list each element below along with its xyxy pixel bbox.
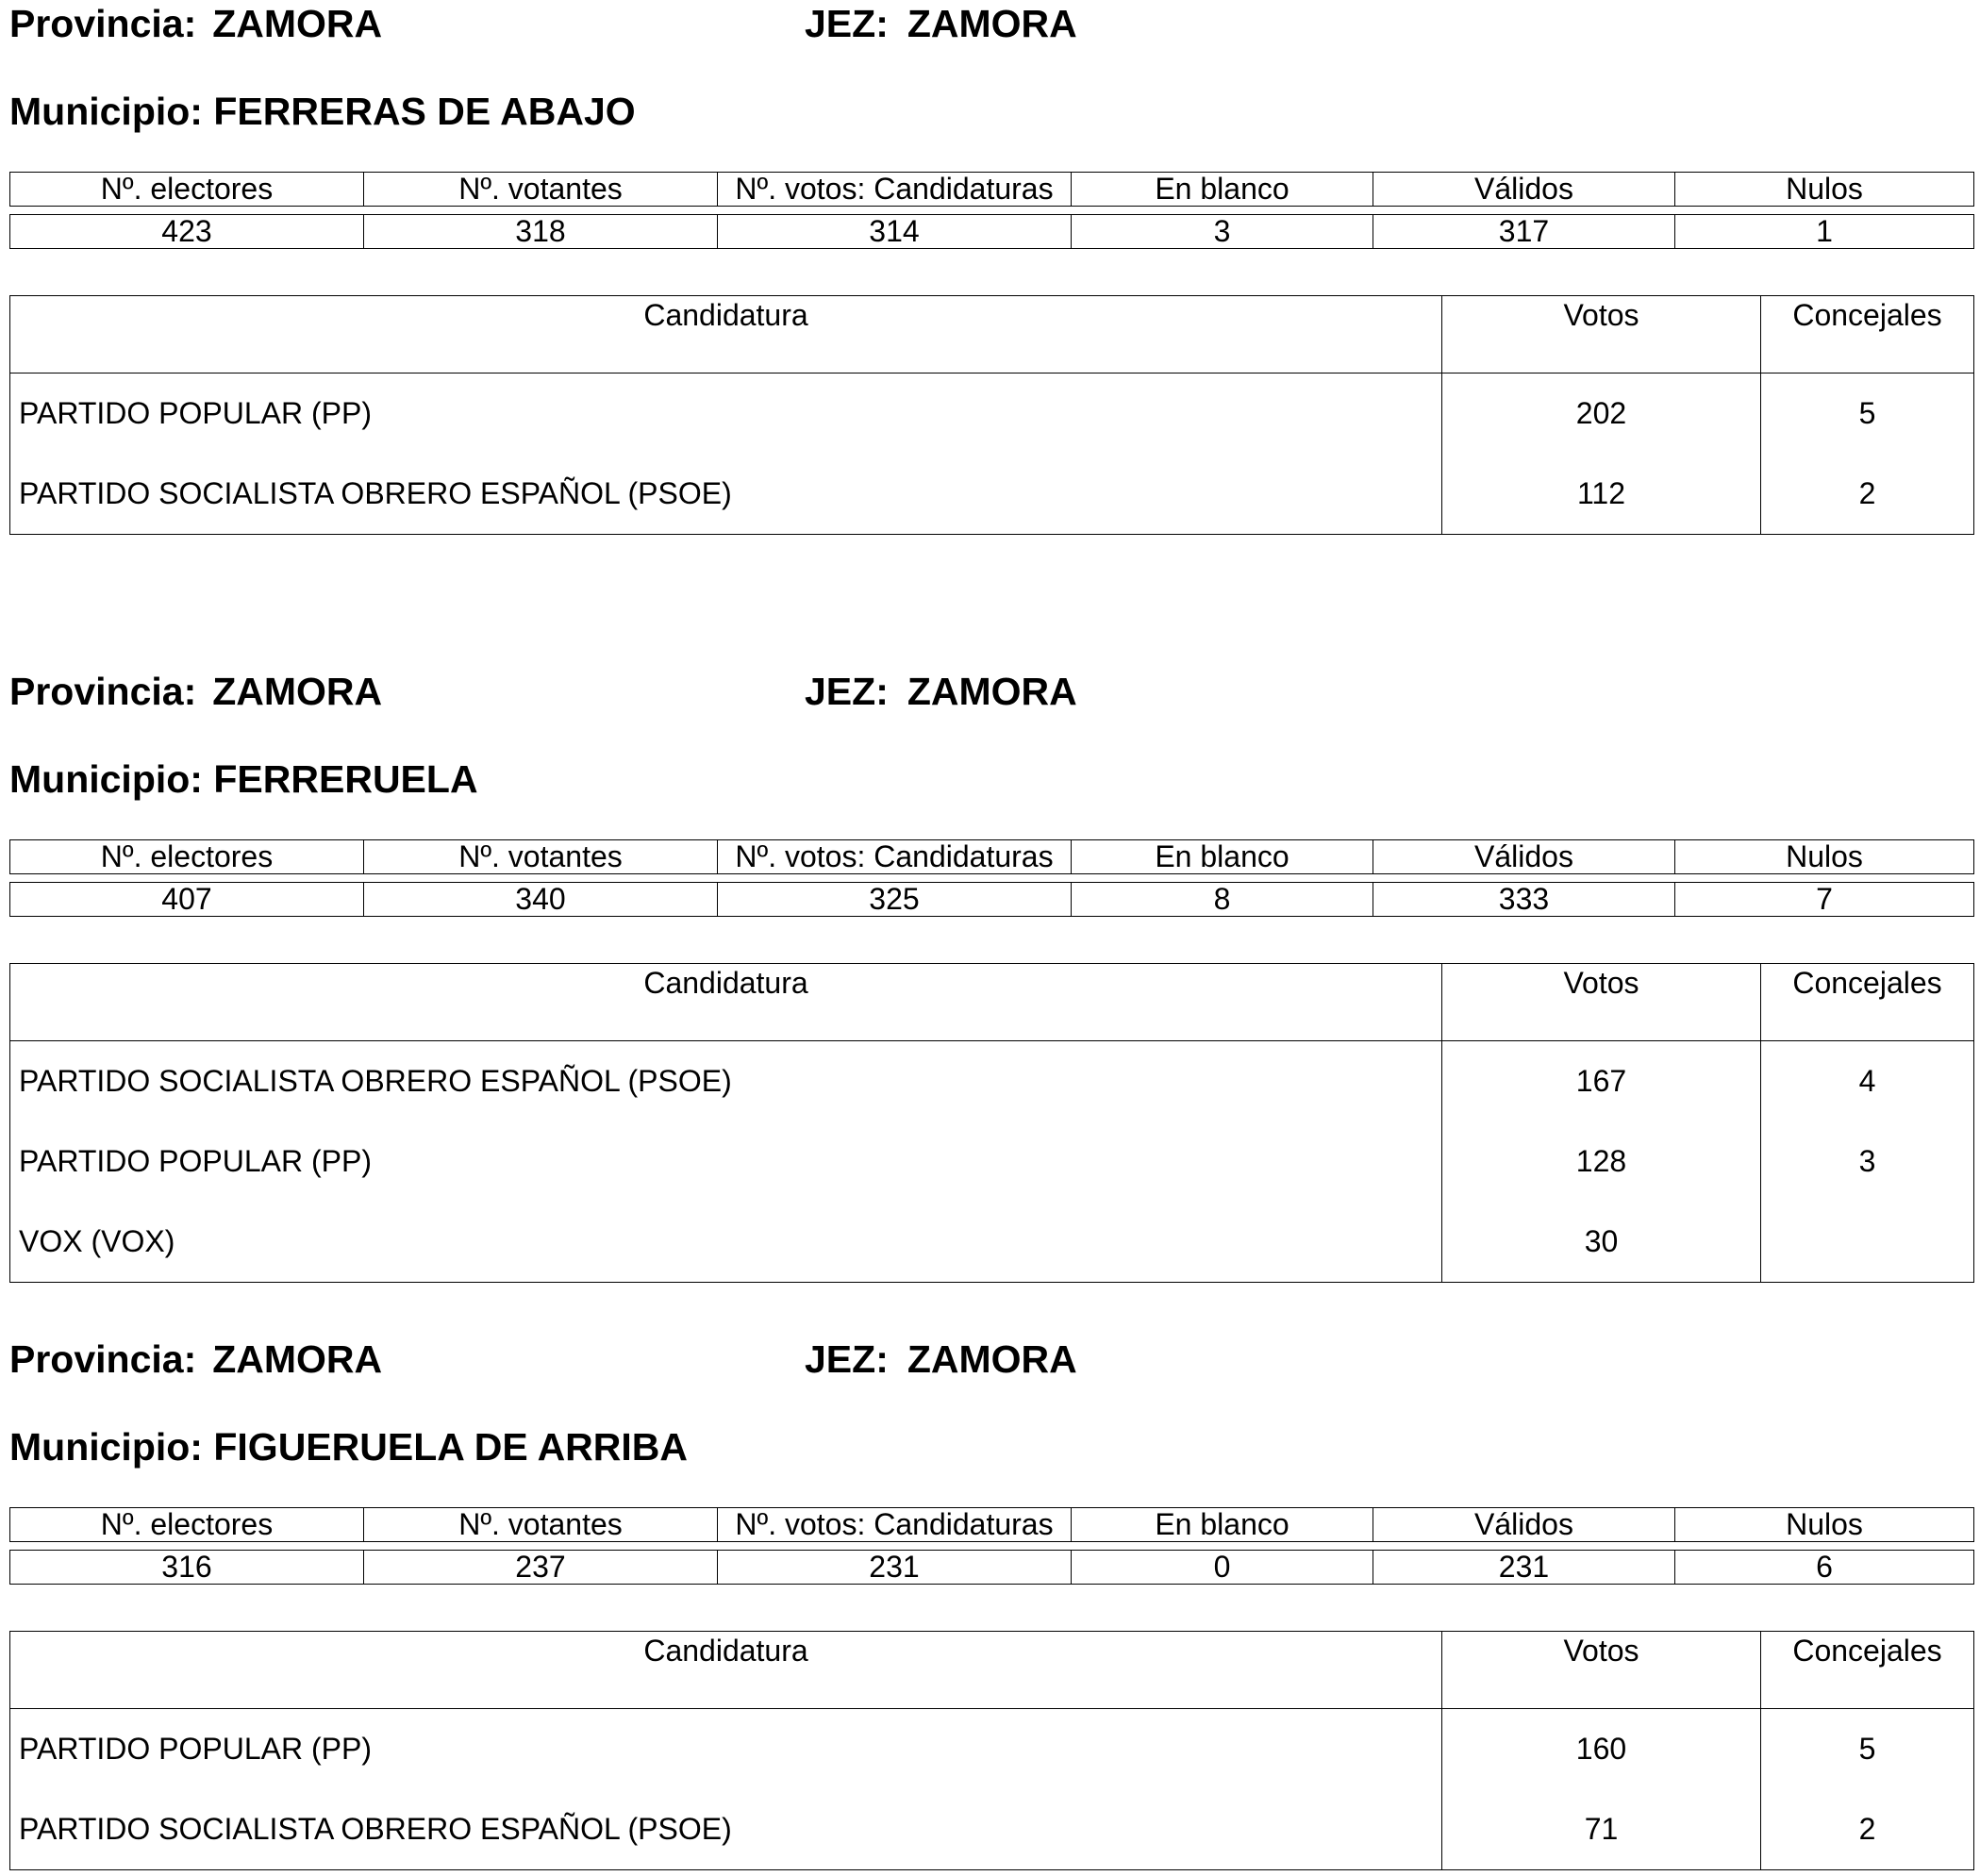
- stats-value-cell: 8: [1072, 883, 1373, 917]
- candidatura-name: PARTIDO SOCIALISTA OBRERO ESPAÑOL (PSOE): [10, 454, 1442, 535]
- provincia-label: Provincia:: [9, 2, 197, 45]
- candidatura-row: [10, 374, 1974, 455]
- jez-value: ZAMORA: [907, 1337, 1077, 1381]
- candidatura-name: VOX (VOX): [10, 1202, 1442, 1283]
- stats-value-cell: 316: [10, 1551, 364, 1585]
- candidatura-concejales: 4: [1761, 1041, 1974, 1122]
- stats-value-cell: 0: [1072, 1551, 1373, 1585]
- municipio-label: Municipio:: [9, 757, 203, 801]
- candidaturas-header-cell: Candidatura: [10, 296, 1442, 374]
- candidaturas-table: [9, 1631, 1974, 1870]
- stats-header-row: [10, 1508, 1974, 1542]
- candidaturas-header-cell: Candidatura: [10, 964, 1442, 1041]
- provincia-value: ZAMORA: [212, 1337, 383, 1381]
- candidatura-row: [10, 1041, 1974, 1122]
- candidaturas-header-cell: Concejales: [1761, 964, 1974, 1041]
- candidaturas-header-cell: Candidatura: [10, 1632, 1442, 1709]
- stats-spacer: [10, 1542, 1974, 1551]
- candidatura-votos: 167: [1442, 1041, 1761, 1122]
- provincia-line: [9, 668, 382, 715]
- municipio-value: FIGUERUELA DE ARRIBA: [213, 1425, 689, 1469]
- candidatura-concejales: 2: [1761, 454, 1974, 535]
- municipio-value: FERRERUELA: [213, 757, 478, 801]
- stats-header-cell: Nº. votos: Candidaturas: [718, 173, 1072, 207]
- candidatura-votos: 112: [1442, 454, 1761, 535]
- candidaturas-table: [9, 295, 1974, 535]
- candidatura-votos: 71: [1442, 1789, 1761, 1870]
- stats-value-cell: 7: [1675, 883, 1974, 917]
- candidaturas-header-row: [10, 1632, 1974, 1709]
- candidaturas-header-cell: Concejales: [1761, 296, 1974, 374]
- stats-value-cell: 325: [718, 883, 1072, 917]
- candidatura-row: [10, 1709, 1974, 1790]
- provincia-label: Provincia:: [9, 1337, 197, 1381]
- candidaturas-header-cell: Votos: [1442, 296, 1761, 374]
- municipio-line: [9, 755, 478, 803]
- stats-header-cell: Nulos: [1675, 840, 1974, 874]
- jez-value: ZAMORA: [907, 2, 1077, 45]
- municipio-line: [9, 1423, 688, 1470]
- stats-header-cell: En blanco: [1072, 1508, 1373, 1542]
- candidatura-votos: 202: [1442, 374, 1761, 455]
- jez-value: ZAMORA: [907, 670, 1077, 713]
- stats-header-row: [10, 173, 1974, 207]
- stats-value-row: [10, 1551, 1974, 1585]
- candidatura-row: [10, 1789, 1974, 1870]
- candidatura-row: [10, 1202, 1974, 1283]
- candidaturas-header-cell: Votos: [1442, 1632, 1761, 1709]
- candidatura-row: [10, 454, 1974, 535]
- stats-header-cell: Nº. votantes: [364, 840, 718, 874]
- candidatura-name: PARTIDO SOCIALISTA OBRERO ESPAÑOL (PSOE): [10, 1041, 1442, 1122]
- jez-label: JEZ:: [805, 1337, 889, 1381]
- stats-header-cell: Válidos: [1373, 840, 1675, 874]
- jez-line: [805, 668, 1077, 715]
- candidaturas-header-cell: Concejales: [1761, 1632, 1974, 1709]
- stats-value-cell: 231: [718, 1551, 1072, 1585]
- stats-value-cell: 314: [718, 215, 1072, 249]
- provincia-line: [9, 0, 382, 47]
- candidaturas-table: [9, 963, 1974, 1283]
- stats-value-cell: 318: [364, 215, 718, 249]
- candidatura-concejales: 5: [1761, 1709, 1974, 1790]
- stats-header-cell: Nº. electores: [10, 173, 364, 207]
- jez-label: JEZ:: [805, 670, 889, 713]
- stats-header-cell: Nº. electores: [10, 840, 364, 874]
- candidatura-concejales: 5: [1761, 374, 1974, 455]
- candidatura-row: [10, 1121, 1974, 1202]
- stats-value-cell: 231: [1373, 1551, 1675, 1585]
- provincia-line: [9, 1336, 382, 1383]
- stats-header-cell: En blanco: [1072, 840, 1373, 874]
- candidatura-name: PARTIDO SOCIALISTA OBRERO ESPAÑOL (PSOE): [10, 1789, 1442, 1870]
- stats-value-row: [10, 215, 1974, 249]
- candidaturas-header-row: [10, 964, 1974, 1041]
- stats-value-cell: 317: [1373, 215, 1675, 249]
- stats-header-cell: Válidos: [1373, 173, 1675, 207]
- stats-table: [9, 1507, 1974, 1585]
- stats-table: [9, 839, 1974, 917]
- candidatura-concejales: 2: [1761, 1789, 1974, 1870]
- stats-value-cell: 333: [1373, 883, 1675, 917]
- municipality-section: [0, 1336, 1980, 1864]
- provincia-value: ZAMORA: [212, 670, 383, 713]
- stats-spacer: [10, 207, 1974, 215]
- stats-value-cell: 1: [1675, 215, 1974, 249]
- jez-line: [805, 1336, 1077, 1383]
- municipality-section: [0, 0, 1980, 528]
- stats-header-cell: Nº. electores: [10, 1508, 364, 1542]
- jez-label: JEZ:: [805, 2, 889, 45]
- candidatura-name: PARTIDO POPULAR (PP): [10, 1709, 1442, 1790]
- stats-header-cell: Nulos: [1675, 1508, 1974, 1542]
- jez-line: [805, 0, 1077, 47]
- stats-header-cell: Nº. votantes: [364, 1508, 718, 1542]
- municipio-line: [9, 88, 636, 135]
- stats-value-cell: 3: [1072, 215, 1373, 249]
- stats-header-cell: Nº. votos: Candidaturas: [718, 840, 1072, 874]
- stats-value-cell: 423: [10, 215, 364, 249]
- stats-value-cell: 407: [10, 883, 364, 917]
- municipio-label: Municipio:: [9, 90, 203, 133]
- stats-value-cell: 237: [364, 1551, 718, 1585]
- municipality-section: [0, 668, 1980, 1258]
- provincia-label: Provincia:: [9, 670, 197, 713]
- stats-header-cell: Nº. votantes: [364, 173, 718, 207]
- municipio-value: FERRERAS DE ABAJO: [213, 90, 636, 133]
- stats-value-row: [10, 883, 1974, 917]
- candidatura-concejales: 3: [1761, 1121, 1974, 1202]
- stats-header-row: [10, 840, 1974, 874]
- candidaturas-header-cell: Votos: [1442, 964, 1761, 1041]
- candidaturas-header-row: [10, 296, 1974, 374]
- candidatura-votos: 160: [1442, 1709, 1761, 1790]
- stats-spacer: [10, 874, 1974, 883]
- stats-header-cell: Nulos: [1675, 173, 1974, 207]
- provincia-value: ZAMORA: [212, 2, 383, 45]
- candidatura-votos: 30: [1442, 1202, 1761, 1283]
- stats-value-cell: 6: [1675, 1551, 1974, 1585]
- stats-header-cell: En blanco: [1072, 173, 1373, 207]
- municipio-label: Municipio:: [9, 1425, 203, 1469]
- candidatura-name: PARTIDO POPULAR (PP): [10, 1121, 1442, 1202]
- stats-value-cell: 340: [364, 883, 718, 917]
- stats-header-cell: Válidos: [1373, 1508, 1675, 1542]
- candidatura-votos: 128: [1442, 1121, 1761, 1202]
- stats-header-cell: Nº. votos: Candidaturas: [718, 1508, 1072, 1542]
- candidatura-concejales: [1761, 1202, 1974, 1283]
- stats-table: [9, 172, 1974, 249]
- candidatura-name: PARTIDO POPULAR (PP): [10, 374, 1442, 455]
